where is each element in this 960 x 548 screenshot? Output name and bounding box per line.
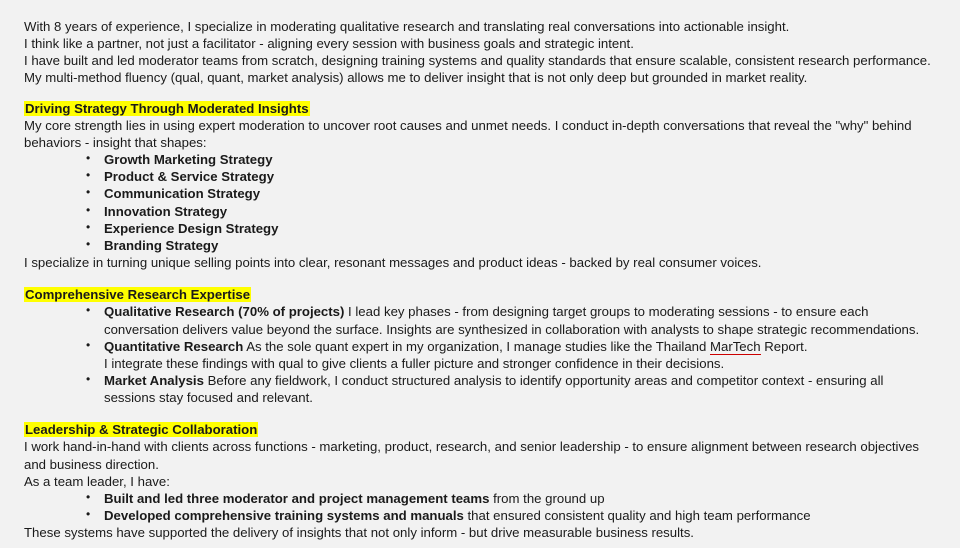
section-lead2-leadership: As a team leader, I have: bbox=[24, 473, 170, 489]
bullet-list-leadership bbox=[24, 490, 936, 524]
intro-line-2: I think like a partner, not just a facilitator - aligning every session with business goals and strategic intent. bbox=[24, 36, 634, 52]
spacer bbox=[24, 406, 936, 421]
section-heading-wrapper bbox=[24, 100, 936, 117]
intro-line-3: I have built and led moderator teams from scratch, designing training systems and quality standards that ensure scalable, consistent research performance. My multi-method fluency (qual, quant, market analysis) allows me to deliver insight that is not only deep but grounded in market reality. bbox=[24, 53, 931, 86]
list-item bbox=[86, 338, 936, 372]
item-text: that ensured consistent quality and high team performance bbox=[463, 508, 811, 524]
list-item bbox=[86, 507, 936, 524]
list-item bbox=[86, 237, 936, 254]
intro-paragraph bbox=[24, 18, 936, 87]
list-item bbox=[86, 185, 936, 202]
item-text: Before any fieldwork, I conduct structured analysis to identify opportunity areas and competitor context - ensuring all sessions stay focused and relevant. bbox=[104, 372, 884, 406]
bullet-list-strategy bbox=[24, 151, 936, 254]
item-text: from the ground up bbox=[489, 490, 605, 506]
section-heading-driving-strategy: Driving Strategy Through Moderated Insights bbox=[25, 100, 309, 116]
spacer bbox=[24, 271, 936, 286]
bullet-label: Branding Strategy bbox=[104, 237, 219, 253]
bullet-label: Experience Design Strategy bbox=[104, 220, 279, 236]
spacer bbox=[24, 87, 936, 100]
item-text-continued: I integrate these findings with qual to give clients a fuller picture and stronger confidence in their decisions. bbox=[104, 355, 725, 371]
list-item bbox=[86, 203, 936, 220]
item-text: As the sole quant expert in my organization, I manage studies like the Thailand MarTech Report. bbox=[243, 338, 808, 354]
item-title: Built and led three moderator and project management teams bbox=[104, 490, 490, 506]
bullet-label: Innovation Strategy bbox=[104, 203, 228, 219]
list-item bbox=[86, 303, 936, 337]
bullet-label: Growth Marketing Strategy bbox=[104, 152, 273, 168]
section-heading-wrapper bbox=[24, 286, 936, 303]
list-item bbox=[86, 490, 936, 507]
item-title: Quantitative Research bbox=[104, 338, 244, 354]
section-lead-leadership: I work hand-in-hand with clients across functions - marketing, product, research, and senior leadership - to ensure alignment between research objectives and business direction. bbox=[24, 439, 920, 472]
item-title: Qualitative Research (70% of projects) bbox=[104, 304, 345, 320]
section-heading-research-expertise: Comprehensive Research Expertise bbox=[25, 287, 251, 303]
section-heading-wrapper bbox=[24, 421, 936, 438]
section-heading-leadership: Leadership & Strategic Collaboration bbox=[25, 422, 258, 438]
section-lead-driving-strategy: My core strength lies in using expert moderation to uncover root causes and unmet needs. I conduct in-depth conversations that reveal the "why" behind behaviors - insight that shapes: bbox=[24, 117, 912, 150]
bullet-label: Communication Strategy bbox=[104, 186, 261, 202]
item-text: I lead key phases - from designing target groups to moderating sessions - to ensure each conversation delivers value beyond the surface. Insights are synthesized in collaboration with analysts to shape strategic recommendations. bbox=[104, 304, 920, 337]
section-research-expertise bbox=[24, 286, 936, 406]
item-title: Developed comprehensive training systems and manuals bbox=[104, 508, 464, 524]
list-item bbox=[86, 220, 936, 237]
misspelled-word: MarTech bbox=[710, 338, 761, 354]
item-title: Market Analysis bbox=[104, 372, 204, 388]
list-item bbox=[86, 372, 936, 406]
list-item bbox=[86, 151, 936, 168]
list-item bbox=[86, 168, 936, 185]
bullet-list-expertise bbox=[24, 303, 936, 406]
section-leadership bbox=[24, 421, 936, 541]
bullet-label: Product & Service Strategy bbox=[104, 169, 275, 185]
section-closing-driving-strategy: I specialize in turning unique selling points into clear, resonant messages and product ideas - backed by real consumer voices. bbox=[24, 255, 762, 271]
intro-line-1: With 8 years of experience, I specialize in moderating qualitative research and translating real conversations into actionable insight. bbox=[24, 19, 790, 34]
section-driving-strategy bbox=[24, 100, 936, 272]
section-closing-leadership: These systems have supported the delivery of insights that not only inform - but drive measurable business results. bbox=[24, 525, 694, 541]
